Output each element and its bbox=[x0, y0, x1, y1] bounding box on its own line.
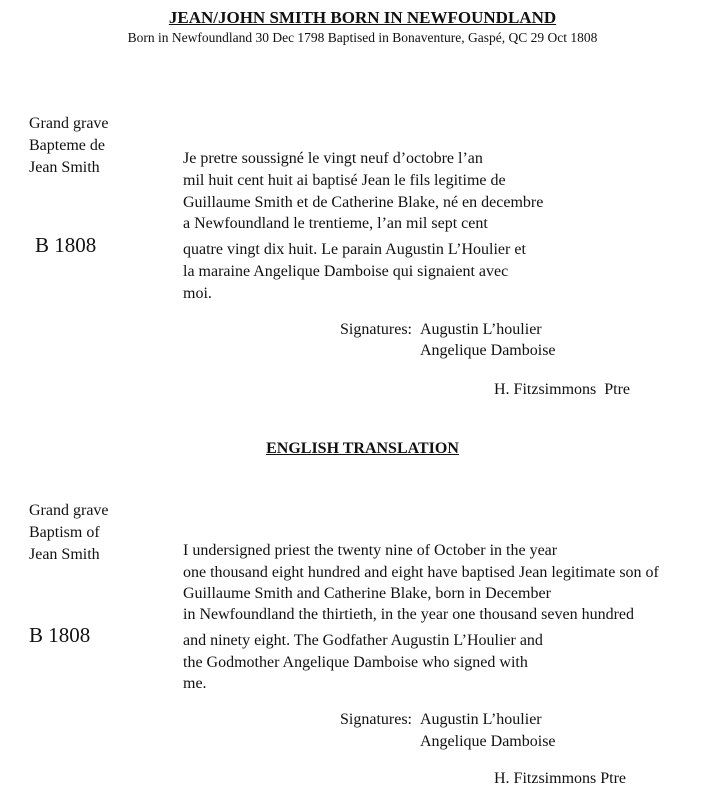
french-register-number: B 1808 bbox=[35, 233, 97, 257]
signatory-name: Angelique Damboise bbox=[420, 342, 556, 359]
document-title: JEAN/JOHN SMITH BORN IN NEWFOUNDLAND bbox=[168, 8, 557, 27]
priest-signature: H. Fitzsimmons Ptre bbox=[494, 381, 631, 398]
record-line: mil huit cent huit ai baptisé Jean le fils legitime de bbox=[183, 172, 506, 189]
priest-signature: H. Fitzsimmons Ptre bbox=[494, 770, 627, 787]
english-margin-note bbox=[29, 500, 109, 566]
signatory-name: Augustin L’houlier bbox=[420, 321, 542, 338]
margin-line: Grand grave bbox=[29, 115, 109, 132]
margin-line: Jean Smith bbox=[29, 159, 100, 176]
signatures-label: Signatures: bbox=[340, 711, 412, 728]
margin-line: Grand grave bbox=[29, 502, 109, 519]
signatory-name: Augustin L’houlier bbox=[420, 711, 542, 728]
record-line: a Newfoundland le trentieme, l’an mil sept cent bbox=[183, 215, 488, 232]
document-subtitle: Born in Newfoundland 30 Dec 1798 Baptised in Bonaventure, Gaspé, QC 29 Oct 1808 bbox=[127, 30, 598, 45]
record-line: one thousand eight hundred and eight have baptised Jean legitimate son of bbox=[183, 564, 659, 581]
record-line: I undersigned priest the twenty nine of October in the year bbox=[183, 542, 558, 559]
signatory-name: Angelique Damboise bbox=[420, 733, 556, 750]
signatures-label: Signatures: bbox=[340, 321, 412, 338]
record-line: the Godmother Angelique Damboise who signed with bbox=[183, 654, 528, 671]
french-margin-note bbox=[29, 113, 109, 179]
margin-line: Baptism of bbox=[29, 524, 100, 541]
margin-line: Jean Smith bbox=[29, 546, 100, 563]
record-line: moi. bbox=[183, 285, 212, 302]
english-register-number: B 1808 bbox=[29, 623, 91, 647]
margin-line: Bapteme de bbox=[29, 137, 105, 154]
record-line: quatre vingt dix huit. Le parain Augustin L’Houlier et bbox=[183, 241, 526, 258]
translation-heading: ENGLISH TRANSLATION bbox=[266, 440, 459, 457]
record-line: Guillaume Smith and Catherine Blake, born in December bbox=[183, 585, 551, 602]
record-line: in Newfoundland the thirtieth, in the year one thousand seven hundred bbox=[183, 606, 634, 623]
record-line: la maraine Angelique Damboise qui signaient avec bbox=[183, 263, 509, 280]
record-line: me. bbox=[183, 675, 207, 692]
record-line: and ninety eight. The Godfather Augustin L’Houlier and bbox=[183, 632, 543, 649]
record-line: Guillaume Smith et de Catherine Blake, né en decembre bbox=[183, 194, 544, 211]
record-line: Je pretre soussigné le vingt neuf d’octobre l’an bbox=[183, 150, 483, 167]
